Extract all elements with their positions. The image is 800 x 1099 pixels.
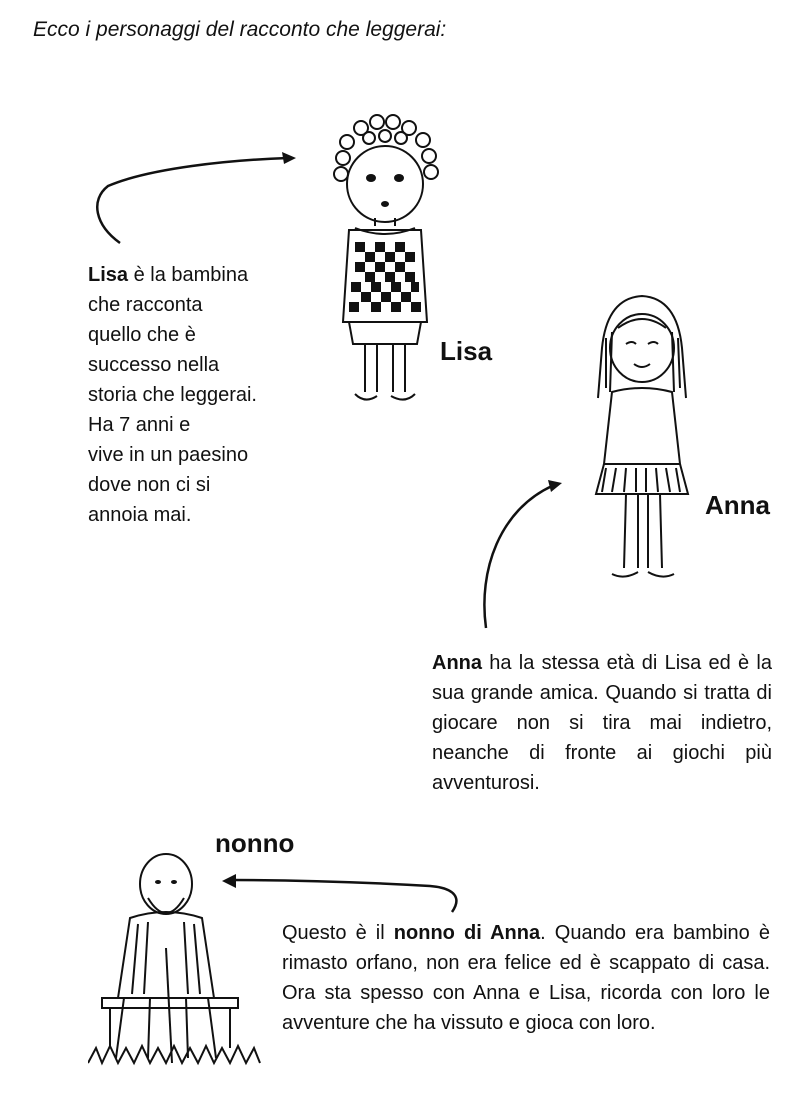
nonno-illustration [88, 848, 263, 1073]
anna-name-label: Anna [705, 490, 770, 520]
nonno-desc-post: . Quando era bambino è rimasto orfano, non era felice ed è scappato di casa. Ora sta spesso con Anna e Lisa, ricorda con loro le avventure che ha vissuto e gioca con loro. [282, 922, 771, 1034]
nonno-name-label: nonno [215, 828, 295, 858]
lisa-description [88, 260, 328, 530]
lisa-desc-line: è la bambina [128, 264, 249, 286]
lisa-desc-line: successo nella [88, 354, 220, 376]
anna-description [432, 648, 772, 798]
intro-text: Ecco i personaggi del racconto che leggerai: [33, 18, 447, 41]
lisa-desc-line: vive in un paesino [88, 444, 249, 466]
lisa-desc-line: che racconta [88, 294, 203, 316]
lisa-desc-line: annoia mai. [88, 504, 192, 526]
lisa-desc-line: storia che leggerai. [88, 384, 257, 406]
anna-desc-text: ha la stessa età di Lisa ed è la sua grande amica. Quando si tratta di giocare non si tira mai indietro, neanche di fronte ai giochi più avventurosi. [432, 652, 772, 794]
nonno-description [282, 918, 770, 1038]
lisa-desc-line: Ha 7 anni e [88, 414, 191, 436]
lisa-desc-line: dove non ci si [88, 474, 211, 496]
nonno-desc-pre: Questo è il [282, 922, 394, 944]
lisa-desc-name: Lisa [88, 264, 129, 286]
lisa-name-label: Lisa [440, 336, 493, 366]
anna-illustration [582, 288, 702, 588]
nonno-desc-bold: nonno di Anna [393, 922, 541, 944]
lisa-illustration [325, 112, 445, 412]
lisa-desc-line: quello che è [88, 324, 196, 346]
anna-desc-name: Anna [432, 652, 482, 674]
